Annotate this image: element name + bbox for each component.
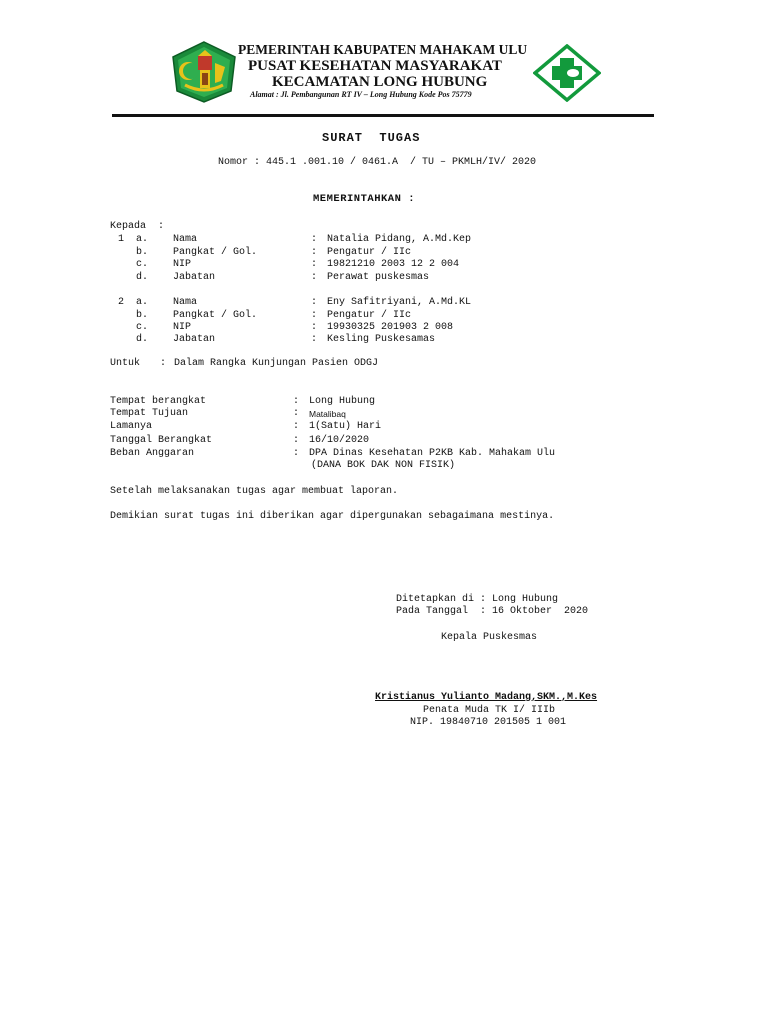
travel-colon: : [293, 448, 300, 459]
field-value: Eny Safitriyani, A.Md.KL [327, 297, 472, 308]
field-colon: : [311, 259, 318, 270]
field-letter: d. [136, 334, 149, 345]
field-letter: d. [136, 272, 149, 283]
signature-position: Kepala Puskesmas [441, 632, 538, 643]
field-colon: : [311, 297, 318, 308]
field-value: Kesling Puskesamas [327, 334, 436, 345]
travel-value: 1(Satu) Hari [309, 421, 382, 432]
field-label: Pangkat / Gol. [173, 310, 258, 321]
field-label: NIP [173, 322, 192, 333]
field-letter: b. [136, 310, 149, 321]
field-label: Pangkat / Gol. [173, 247, 258, 258]
field-colon: : [311, 247, 318, 258]
field-value: Pengatur / IIc [327, 310, 412, 321]
travel-value: Long Hubung [309, 396, 376, 407]
travel-colon: : [293, 421, 300, 432]
travel-colon: : [293, 396, 300, 407]
signatory-rank: Penata Muda TK I/ IIIb [423, 705, 556, 716]
field-colon: : [311, 310, 318, 321]
puskesmas-logo-icon [533, 44, 601, 102]
closing-statement: Demikian surat tugas ini diberikan agar dipergunakan sebagaimana mestinya. [110, 511, 555, 522]
header-title-line3: KECAMATAN LONG HUBUNG [272, 74, 488, 90]
untuk-label: Untuk [110, 358, 141, 369]
signature-date: Pada Tanggal : 16 Oktober 2020 [396, 606, 589, 617]
travel-value: DPA Dinas Kesehatan P2KB Kab. Mahakam Ulu [309, 448, 556, 459]
travel-value-continuation: (DANA BOK DAK NON FISIK) [311, 460, 456, 471]
person-number: 2 [118, 297, 125, 308]
field-letter: a. [136, 234, 149, 245]
travel-label: Beban Anggaran [110, 448, 195, 459]
field-letter: c. [136, 322, 149, 333]
travel-label: Tempat berangkat [110, 396, 207, 407]
field-letter: c. [136, 259, 149, 270]
field-value: Natalia Pidang, A.Md.Kep [327, 234, 472, 245]
field-colon: : [311, 272, 318, 283]
field-letter: b. [136, 247, 149, 258]
field-label: NIP [173, 259, 192, 270]
field-label: Jabatan [173, 272, 216, 283]
field-label: Jabatan [173, 334, 216, 345]
field-label: Nama [173, 297, 198, 308]
document-title: SURAT TUGAS [322, 131, 421, 145]
field-value: Pengatur / IIc [327, 247, 412, 258]
field-colon: : [311, 322, 318, 333]
field-value: 19930325 201903 2 008 [327, 322, 454, 333]
field-value: 19821210 2003 12 2 004 [327, 259, 460, 270]
header-title-line1: PEMERINTAH KABUPATEN MAHAKAM ULU [238, 42, 528, 57]
travel-colon: : [293, 408, 300, 419]
field-value: Perawat puskesmas [327, 272, 430, 283]
closing-report: Setelah melaksanakan tugas agar membuat laporan. [110, 486, 399, 497]
person-number: 1 [118, 234, 125, 245]
header-divider [112, 114, 654, 117]
memerintahkan-heading: MEMERINTAHKAN : [313, 193, 416, 205]
travel-label: Tempat Tujuan [110, 408, 189, 419]
kepada-label: Kepada : [110, 221, 165, 232]
signature-place: Ditetapkan di : Long Hubung [396, 594, 559, 605]
document-number: Nomor : 445.1 .001.10 / 0461.A / TU – PKMLH/IV/ 2020 [218, 157, 537, 168]
travel-value: 16/10/2020 [309, 435, 370, 446]
regency-emblem-icon [171, 41, 237, 103]
header-address: Alamat : Jl. Pembangunan RT IV – Long Hubung Kode Pos 75779 [250, 90, 472, 99]
field-letter: a. [136, 297, 149, 308]
travel-label: Lamanya [110, 421, 153, 432]
signatory-nip: NIP. 19840710 201505 1 001 [410, 717, 567, 728]
signatory-name: Kristianus Yulianto Madang,SKM.,M.Kes [375, 692, 598, 703]
untuk-value: Dalam Rangka Kunjungan Pasien ODGJ [174, 358, 379, 369]
header-title-line2: PUSAT KESEHATAN MASYARAKAT [248, 58, 502, 74]
field-colon: : [311, 334, 318, 345]
field-colon: : [311, 234, 318, 245]
travel-value: Matalibaq [309, 409, 346, 419]
field-label: Nama [173, 234, 198, 245]
travel-label: Tanggal Berangkat [110, 435, 213, 446]
travel-colon: : [293, 435, 300, 446]
untuk-colon: : [160, 358, 167, 369]
